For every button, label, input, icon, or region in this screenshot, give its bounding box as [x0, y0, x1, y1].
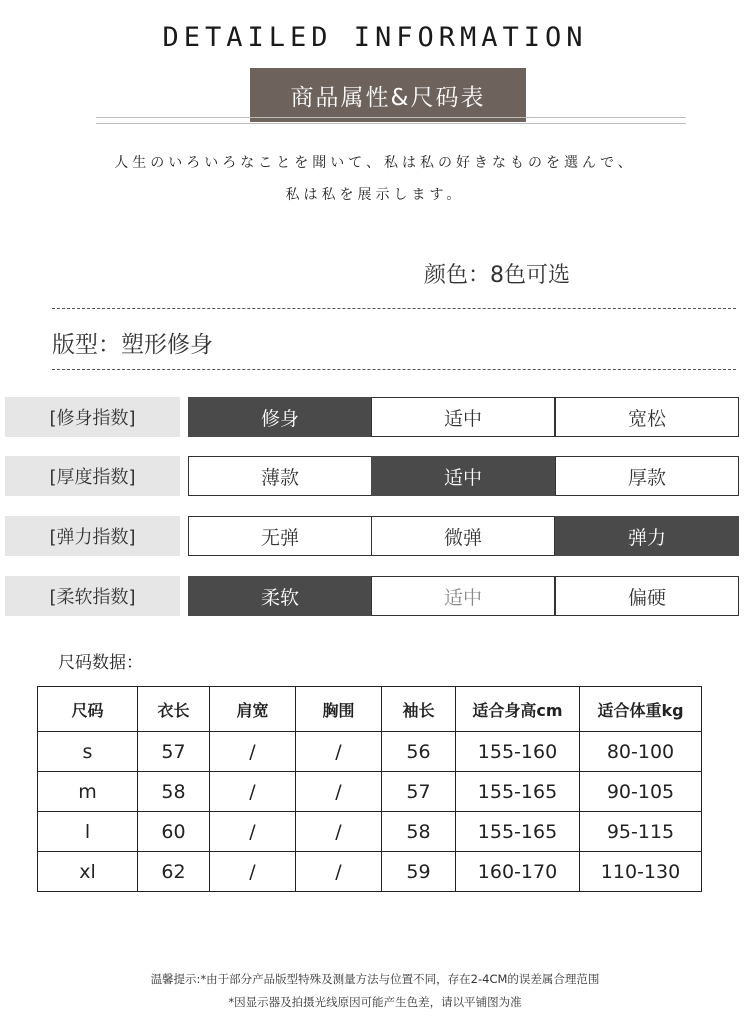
size-table [37, 686, 702, 892]
table-cell: 60 [138, 812, 210, 852]
table-cell: 160-170 [456, 852, 580, 892]
index-label: [弹力指数] [5, 516, 180, 556]
table-cell: / [210, 772, 296, 812]
table-cell: / [210, 732, 296, 772]
section-title-badge: 商品属性&尺码表 [250, 68, 526, 122]
index-option: 偏硬 [555, 576, 739, 616]
dashed-divider-2 [52, 369, 736, 370]
table-row [38, 852, 702, 892]
table-cell: xl [38, 852, 138, 892]
table-cell: 58 [382, 812, 456, 852]
fit-info: 版型：塑形修身 [52, 332, 213, 358]
table-cell: 155-165 [456, 772, 580, 812]
disclaimer-note-2: *因显示器及拍摄光线原因可能产生色差，请以平铺图为准 [228, 995, 522, 1009]
table-cell: 95-115 [580, 812, 702, 852]
column-header: 袖长 [382, 687, 456, 732]
table-cell: m [38, 772, 138, 812]
index-row-softness [5, 576, 740, 616]
table-cell: 155-165 [456, 812, 580, 852]
table-cell: / [296, 732, 382, 772]
index-row-elasticity [5, 516, 740, 556]
table-cell: s [38, 732, 138, 772]
index-option: 微弹 [371, 516, 555, 556]
index-option: 无弹 [188, 516, 372, 556]
dashed-divider-1 [52, 308, 736, 309]
index-option: 宽松 [555, 397, 739, 437]
tagline-line-2: 私は私を展示します。 [285, 187, 465, 203]
column-header: 肩宽 [210, 687, 296, 732]
table-cell: / [296, 772, 382, 812]
column-header: 适合体重kg [580, 687, 702, 732]
column-header: 衣长 [138, 687, 210, 732]
table-cell: 57 [382, 772, 456, 812]
table-cell: 59 [382, 852, 456, 892]
table-cell: 58 [138, 772, 210, 812]
index-label: [柔软指数] [5, 576, 180, 616]
page-title: DETAILED INFORMATION [162, 22, 588, 53]
index-option: 柔软 [188, 576, 372, 616]
table-cell: / [296, 812, 382, 852]
color-info: 颜色：8色可选 [424, 263, 570, 288]
table-cell: 62 [138, 852, 210, 892]
table-row [38, 812, 702, 852]
table-cell: 110-130 [580, 852, 702, 892]
table-row [38, 732, 702, 772]
table-cell: / [296, 852, 382, 892]
table-cell: 57 [138, 732, 210, 772]
index-option: 适中 [371, 576, 555, 616]
index-label: [修身指数] [5, 397, 180, 437]
size-table-heading: 尺码数据： [58, 653, 143, 673]
column-header: 胸围 [296, 687, 382, 732]
index-option: 厚款 [555, 456, 739, 496]
index-label: [厚度指数] [5, 456, 180, 496]
index-option: 适中 [371, 397, 555, 437]
column-header: 适合身高cm [456, 687, 580, 732]
disclaimer-note-1: 温馨提示:*由于部分产品版型特殊及测量方法与位置不同，存在2-4CM的误差属合理范围 [150, 972, 600, 986]
table-cell: 90-105 [580, 772, 702, 812]
index-row-thickness [5, 456, 740, 496]
index-option: 弹力 [555, 516, 739, 556]
table-cell: / [210, 852, 296, 892]
table-cell: / [210, 812, 296, 852]
table-cell: 155-160 [456, 732, 580, 772]
table-cell: 56 [382, 732, 456, 772]
index-option: 薄款 [188, 456, 372, 496]
table-header-row [38, 687, 702, 732]
index-option: 修身 [188, 397, 372, 437]
column-header: 尺码 [38, 687, 138, 732]
table-row [38, 772, 702, 812]
table-cell: l [38, 812, 138, 852]
index-option: 适中 [371, 456, 555, 496]
title-divider-bottom [96, 123, 686, 124]
index-row-fit [5, 397, 740, 437]
title-divider-top [96, 117, 686, 118]
table-cell: 80-100 [580, 732, 702, 772]
tagline-line-1: 人生のいろいろなことを聞いて、私は私の好きなものを選んで、 [114, 155, 636, 171]
